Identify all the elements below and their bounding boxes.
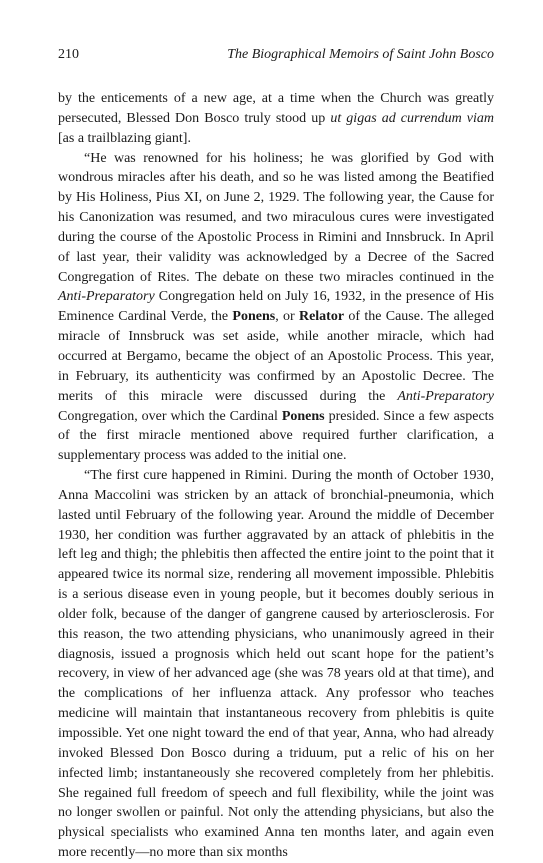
paragraph: “The first cure happened in Rimini. During the month of October 1930, Anna Maccolini was stricken by an attack of bronchial-pneumonia, which lasted until February of the following year. Around the middle of December 1930, her condition was further aggravated by an attack of phlebitis in the left leg and thigh; the phlebitis then affected the entire joint to the point that it appeared twice its normal size, rendering all movement impossible. Phlebitis is a serious disease even in young people, but it becomes doubly serious in older folk, because of the danger of gangrene caused by arteriosclerosis. For this reason, the two attending physicians, who unanimously agreed in their diagnosis, issued a prognosis which held out scant hope for the patient’s recovery, in view of her advanced age (she was 78 years old at that time), and the complications of her influenza attack. Any professor who teaches medicine will maintain that instantaneous recovery from phlebitis is quite impossible. Yet one night toward the end of that year, Anna, who had already invoked Blessed Don Bosco during a triduum, put a relic of his on her infected limb; instantaneously she recovered completely from her phlebitis. She regained full freedom of speech and full flexibility, while the joint was no longer swollen or painful. Not only the attending physicians, but also the physical specialists who examined Anna ten months later, and again even more recently—no more than six months [58, 468, 494, 861]
italic-term: Anti-Preparatory [397, 388, 494, 404]
page-number: 210 [58, 47, 79, 62]
italic-term: Anti-Preparatory [58, 289, 155, 305]
bold-term: Relator [298, 309, 345, 325]
text-run: by the enticements of a new age, at a time when the Church was greatly persecuted, Blessed Don Bosco truly stood up [58, 91, 494, 126]
bold-term: Ponens [281, 408, 325, 424]
text-run: , or [275, 309, 299, 325]
paragraph [58, 149, 494, 467]
text-run: “He was renowned for his holiness; he was glorified by God with wondrous miracles after his death, and so he was listed among the Beatified by His Holiness, Pius XI, on June 2, 1929. The following year, the Cause for his Canonization was resumed, and two miraculous cures were investigated during the course of the Apostolic Process in Rimini and Innsbruck. In April of last year, their validity was acknowledged by a Decree of the Sacred Congregation of Rites. The debate on these two miracles continued in the [58, 150, 494, 285]
body-text [58, 89, 494, 863]
running-header [58, 47, 494, 67]
latin-phrase: ut gigas ad currendum viam [330, 110, 495, 126]
bold-term: Ponens [232, 309, 276, 325]
text-run: Congregation, over which the Cardinal [58, 408, 282, 424]
text-run: Congregation held on July 16, 1932, in the presence of His Eminence Cardinal Verde, the [58, 289, 494, 325]
text-run: [as a trailblazing giant]. [58, 130, 191, 146]
running-title: The Biographical Memoirs of Saint John Bosco [227, 47, 494, 62]
text-run: presided. Since a few aspects of the first miracle mentioned above required further clarification, a supplementary process was added to the initial one. [58, 408, 494, 464]
text-run: of the Cause. The alleged miracle of Innsbruck was set aside, while another miracle, which had occurred at Bergamo, became the object of an Apostolic Process. This year, in February, its authenticity was confirmed by an Apostolic Decree. The merits of this miracle were discussed during the [58, 309, 494, 404]
paragraph [58, 89, 494, 149]
